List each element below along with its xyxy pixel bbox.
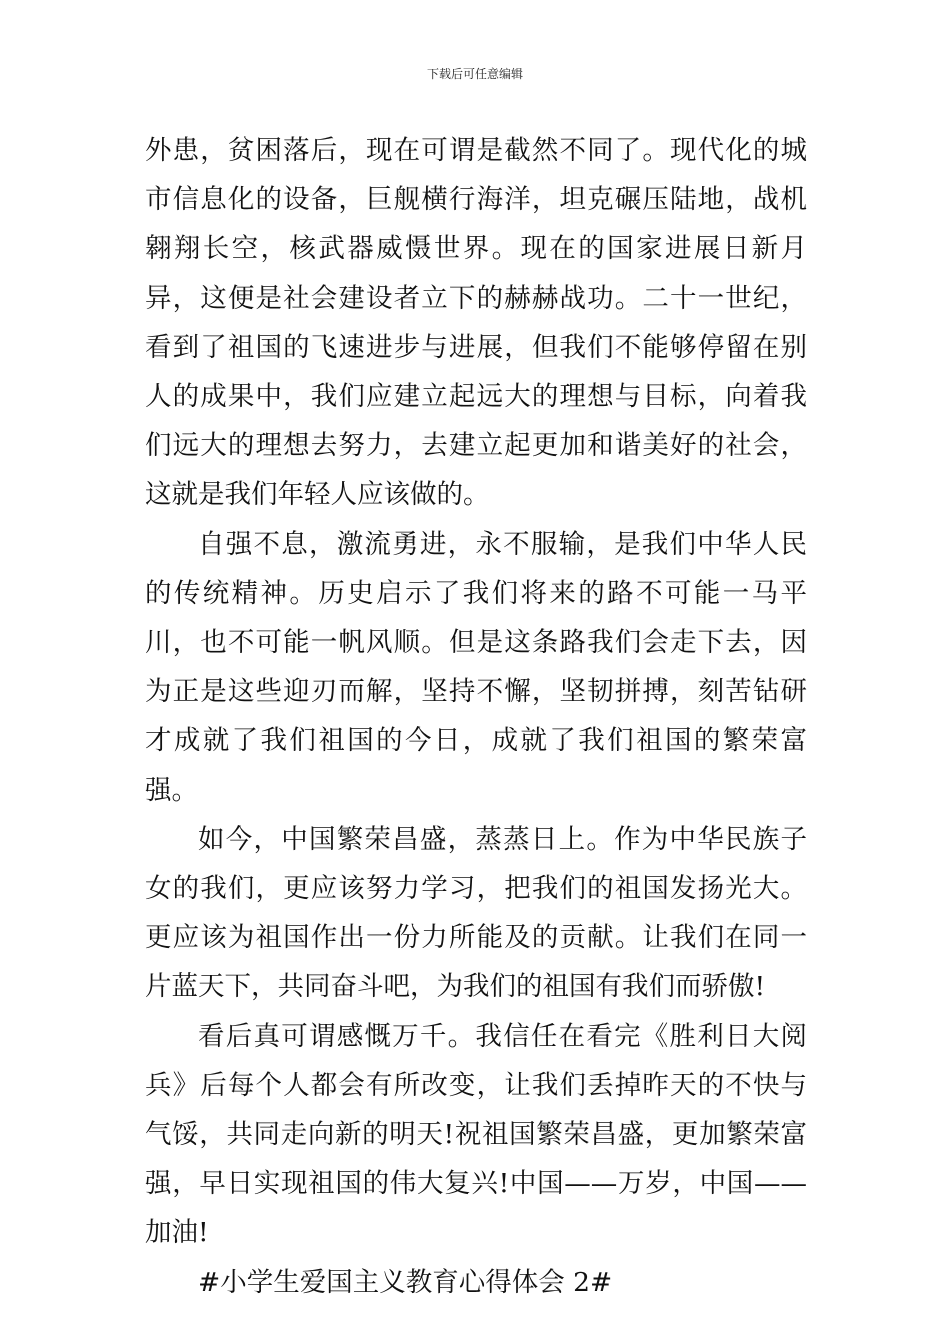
paragraph-1: 外患，贫困落后，现在可谓是截然不同了。现代化的城市信息化的设备，巨舰横行海洋，坦克碾压陆地，战机翱翔长空，核武器威慑世界。现在的国家进展日新月异，这便是社会建设者立下的赫赫战功。二十一世纪，看到了祖国的飞速进步与进展，但我们不能够停留在别人的成果中，我们应建立起远大的理想与目标，向着我们远大的理想去努力，去建立起更加和谐美好的社会，这就是我们年轻人应该做的。 bbox=[145, 135, 807, 511]
document-body bbox=[145, 126, 807, 1307]
paragraph-3: 如今，中国繁荣昌盛，蒸蒸日上。作为中华民族子女的我们，更应该努力学习，把我们的祖国发扬光大。更应该为祖国作出一份力所能及的贡献。让我们在同一片蓝天下，共同奋斗吧，为我们的祖国有我们而骄傲! bbox=[145, 823, 807, 1003]
section-heading: #小学生爱国主义教育心得体会 2# bbox=[198, 1266, 613, 1298]
paragraph-4: 看后真可谓感慨万千。我信任在看完《胜利日大阅兵》后每个人都会有所改变，让我们丢掉昨天的不快与气馁，共同走向新的明天!祝祖国繁荣昌盛，更加繁荣富强，早日实现祖国的伟大复兴!中国——万岁，中国——加油! bbox=[145, 1020, 807, 1249]
paragraph-2: 自强不息，激流勇进，永不服输，是我们中华人民的传统精神。历史启示了我们将来的路不可能一马平川，也不可能一帆风顺。但是这条路我们会走下去，因为正是这些迎刃而解，坚持不懈，坚韧拼搏，刻苦钻研才成就了我们祖国的今日，成就了我们祖国的繁荣富强。 bbox=[145, 528, 807, 806]
page-header-note: 下载后可任意编辑 bbox=[426, 67, 523, 81]
